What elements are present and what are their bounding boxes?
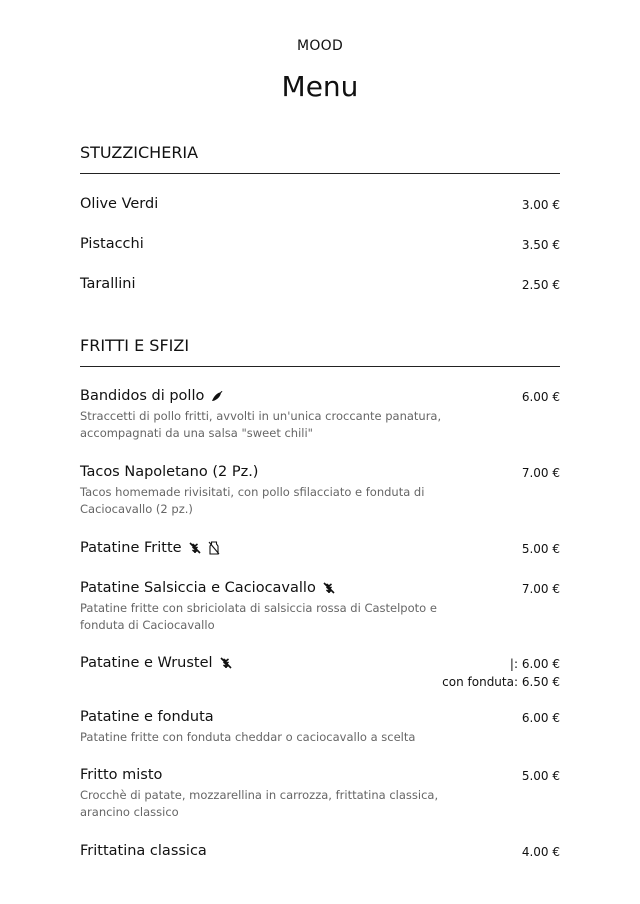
item-price-alt: con fonduta: 6.50 €: [442, 675, 560, 689]
item-name: Tacos Napoletano (2 Pz.): [80, 464, 259, 480]
menu-item-tacos-napoletano: [80, 463, 560, 518]
item-price: 6.00 €: [521, 711, 560, 725]
item-name: Olive Verdi: [80, 196, 159, 212]
item-price: 3.00 €: [521, 198, 560, 212]
lactose-free-icon: [208, 541, 220, 555]
item-price-base: |: 6.00 €: [509, 657, 560, 671]
item-name: Patatine e Wrustel: [80, 655, 213, 671]
item-description: Crocchè di patate, mozzarellina in carrozza, frittatina classica, arancino classico: [80, 788, 439, 819]
item-price: 3.50 €: [521, 238, 560, 252]
item-price: 5.00 €: [521, 542, 560, 556]
item-price: 5.00 €: [521, 769, 560, 783]
menu-item-patatine-salsiccia-e-caciocavallo: [80, 579, 560, 634]
item-description: Straccetti di pollo fritti, avvolti in un'unica croccante panatura, accompagnati da una salsa "sweet chili": [80, 409, 442, 440]
menu-item-patatine-e-wrustel: [80, 654, 560, 689]
item-description: Patatine fritte con sbriciolata di salsiccia rossa di Castelpoto e fonduta di Caciocavallo: [80, 601, 437, 632]
item-price: 7.00 €: [521, 466, 560, 480]
item-description: Patatine fritte con fonduta cheddar o caciocavallo a scelta: [80, 730, 416, 744]
page-title: Menu: [281, 70, 359, 103]
item-name: Tarallini: [80, 276, 136, 292]
menu-item-fritto-misto: [80, 766, 560, 821]
menu-item-patatine-e-fonduta: [80, 708, 560, 746]
item-price: 4.00 €: [521, 845, 560, 859]
item-name: Pistacchi: [80, 236, 144, 252]
section-heading-fritti-e-sfizi: FRITTI E SFIZI: [80, 336, 560, 367]
menu-item-frittatina-classica: [80, 842, 560, 860]
item-name: Frittatina classica: [80, 843, 207, 859]
item-name: Patatine Salsiccia e Caciocavallo: [80, 580, 316, 596]
restaurant-name: MOOD: [296, 38, 344, 54]
item-name: Fritto misto: [80, 767, 163, 783]
gluten-free-icon: [219, 656, 233, 670]
section-heading-stuzzicheria: STUZZICHERIA: [80, 143, 560, 174]
gluten-free-icon: [322, 581, 336, 595]
gluten-free-icon: [188, 541, 202, 555]
item-price: 6.00 €: [521, 390, 560, 404]
menu-item-pistacchi: [80, 235, 560, 253]
item-description: Tacos homemade rivisitati, con pollo sfilacciato e fonduta di Caciocavallo (2 pz.): [80, 485, 425, 516]
menu-item-patatine-fritte: [80, 539, 560, 557]
item-price: [442, 655, 560, 691]
item-name: Bandidos di pollo: [80, 388, 205, 404]
item-price: 2.50 €: [521, 278, 560, 292]
item-price: 7.00 €: [521, 582, 560, 596]
chili-icon: [210, 389, 224, 403]
menu-item-bandidos-di-pollo: [80, 387, 560, 442]
item-name: Patatine e fonduta: [80, 709, 214, 725]
menu-item-olive-verdi: [80, 195, 560, 213]
menu-item-tarallini: [80, 275, 560, 293]
item-name: Patatine Fritte: [80, 540, 182, 556]
